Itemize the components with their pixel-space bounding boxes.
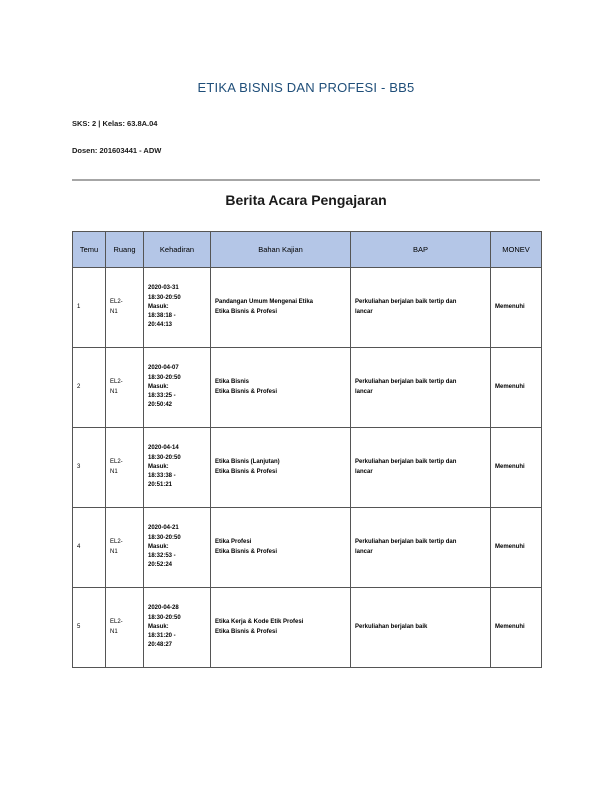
ruang-line: N1 — [110, 388, 118, 395]
cell-monev: Memenuhi — [491, 268, 542, 348]
cell-temu: 3 — [73, 428, 106, 508]
table-row — [73, 268, 542, 348]
bap-line: Perkuliahan berjalan baik — [355, 623, 428, 630]
table-row — [73, 508, 542, 588]
bap-line: Perkuliahan berjalan baik tertip dan — [355, 459, 457, 466]
cell-ruang — [106, 508, 144, 588]
table-row — [73, 428, 542, 508]
cell-bap — [351, 268, 491, 348]
bap-line: Perkuliahan berjalan baik tertip dan — [355, 539, 457, 546]
cell-kehadiran — [144, 508, 211, 588]
kehadiran-line: 2020-04-07 — [148, 365, 179, 372]
bap-line: Perkuliahan berjalan baik tertip dan — [355, 299, 457, 306]
kehadiran-line: 18:33:25 - — [148, 393, 176, 400]
kehadiran-line: 2020-04-28 — [148, 605, 179, 612]
kehadiran-line: 2020-04-21 — [148, 525, 179, 532]
bahan-line: Etika Bisnis & Profesi — [215, 628, 278, 635]
cell-kehadiran — [144, 588, 211, 668]
column-header-bap: BAP — [351, 232, 491, 268]
cell-bahan-kajian — [211, 428, 351, 508]
bap-line: Perkuliahan berjalan baik tertip dan — [355, 379, 457, 386]
cell-temu: 5 — [73, 588, 106, 668]
cell-bap — [351, 508, 491, 588]
berita-acara-table — [72, 231, 542, 668]
cell-bap — [351, 588, 491, 668]
bahan-line: Etika Kerja & Kode Etik Profesi — [215, 619, 304, 626]
column-header-temu: Temu — [73, 232, 106, 268]
cell-bap — [351, 348, 491, 428]
bahan-line: Etika Bisnis & Profesi — [215, 308, 278, 315]
kehadiran-line: 20:44:13 — [148, 322, 173, 329]
sks-kelas-info: SKS: 2 | Kelas: 63.8A.04 — [72, 119, 158, 128]
bahan-line: Etika Profesi — [215, 539, 252, 546]
cell-bahan-kajian — [211, 588, 351, 668]
ruang-line: EL2- — [110, 539, 123, 546]
cell-temu: 2 — [73, 348, 106, 428]
ruang-line: EL2- — [110, 299, 123, 306]
cell-monev: Memenuhi — [491, 588, 542, 668]
cell-kehadiran — [144, 268, 211, 348]
cell-bap — [351, 428, 491, 508]
kehadiran-line: 20:50:42 — [148, 402, 173, 409]
kehadiran-line: 20:48:27 — [148, 642, 173, 649]
section-title: Berita Acara Pengajaran — [225, 192, 387, 208]
kehadiran-line: 20:51:21 — [148, 482, 173, 489]
cell-kehadiran — [144, 348, 211, 428]
kehadiran-line: 18:30-20:50 — [148, 534, 181, 541]
ruang-line: EL2- — [110, 619, 123, 626]
kehadiran-line: Masuk: — [148, 623, 169, 630]
kehadiran-line: Masuk: — [148, 543, 169, 550]
kehadiran-line: Masuk: — [148, 383, 169, 390]
table-row — [73, 588, 542, 668]
cell-bahan-kajian — [211, 268, 351, 348]
dosen-info: Dosen: 201603441 - ADW — [72, 146, 162, 155]
ruang-line: N1 — [110, 468, 118, 475]
kehadiran-line: 18:30-20:50 — [148, 454, 181, 461]
kehadiran-line: Masuk: — [148, 463, 169, 470]
kehadiran-line: 2020-03-31 — [148, 285, 179, 292]
bap-line: lancar — [355, 468, 373, 475]
cell-kehadiran — [144, 428, 211, 508]
ruang-line: N1 — [110, 628, 118, 635]
divider — [72, 179, 540, 181]
cell-monev: Memenuhi — [491, 508, 542, 588]
bap-line: lancar — [355, 308, 373, 315]
bahan-line: Etika Bisnis & Profesi — [215, 388, 278, 395]
cell-monev: Memenuhi — [491, 428, 542, 508]
bahan-line: Etika Bisnis (Lanjutan) — [215, 459, 280, 466]
cell-monev: Memenuhi — [491, 348, 542, 428]
bap-line: lancar — [355, 388, 373, 395]
cell-ruang — [106, 428, 144, 508]
column-header-bahan-kajian: Bahan Kajian — [211, 232, 351, 268]
cell-temu: 1 — [73, 268, 106, 348]
document-title: ETIKA BISNIS DAN PROFESI - BB5 — [197, 80, 415, 95]
bahan-line: Etika Bisnis & Profesi — [215, 468, 278, 475]
cell-bahan-kajian — [211, 348, 351, 428]
kehadiran-line: Masuk: — [148, 303, 169, 310]
kehadiran-line: 18:31:20 - — [148, 633, 176, 640]
bahan-line: Etika Bisnis & Profesi — [215, 548, 278, 555]
cell-ruang — [106, 268, 144, 348]
ruang-line: EL2- — [110, 379, 123, 386]
table-row — [73, 348, 542, 428]
column-header-monev: MONEV — [491, 232, 542, 268]
column-header-ruang: Ruang — [106, 232, 144, 268]
kehadiran-line: 18:32:53 - — [148, 553, 176, 560]
cell-temu: 4 — [73, 508, 106, 588]
kehadiran-line: 18:30-20:50 — [148, 614, 181, 621]
kehadiran-line: 18:30-20:50 — [148, 294, 181, 301]
kehadiran-line: 18:38:18 - — [148, 313, 176, 320]
bap-line: lancar — [355, 548, 373, 555]
ruang-line: N1 — [110, 548, 118, 555]
kehadiran-line: 2020-04-14 — [148, 445, 179, 452]
ruang-line: N1 — [110, 308, 118, 315]
kehadiran-line: 18:30-20:50 — [148, 374, 181, 381]
cell-ruang — [106, 348, 144, 428]
column-header-kehadiran: Kehadiran — [144, 232, 211, 268]
kehadiran-line: 20:52:24 — [148, 562, 173, 569]
table-header-row — [73, 232, 542, 268]
bahan-line: Etika Bisnis — [215, 379, 250, 386]
kehadiran-line: 18:33:38 - — [148, 473, 176, 480]
cell-ruang — [106, 588, 144, 668]
bahan-line: Pandangan Umum Mengenai Etika — [215, 299, 314, 306]
cell-bahan-kajian — [211, 508, 351, 588]
ruang-line: EL2- — [110, 459, 123, 466]
